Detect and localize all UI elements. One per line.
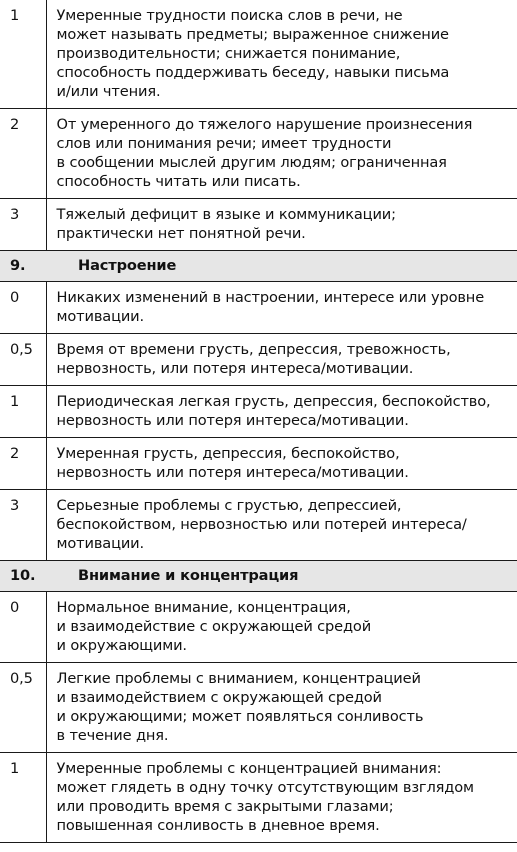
table-row [0,753,517,843]
section-number: 10. [10,567,36,584]
description-line: может называть предметы; выраженное снижение [56,26,449,43]
description-line: или проводить время с закрытыми глазами; [56,798,394,815]
score-cell: 1 [0,0,46,109]
table-row [0,282,517,334]
description-line: производительности; снижается понимание, [56,45,401,62]
description-line: и/или чтения. [56,83,161,100]
description-line: в сообщении мыслей другим людям; ограниченная [56,154,447,171]
description-line: беспокойством, нервозностью или потерей интереса/ [56,516,467,533]
description-cell [46,282,517,334]
score-cell: 0,5 [0,663,46,753]
description-line: слов или понимания речи; имеет трудности [56,135,392,152]
score-cell: 1 [0,753,46,843]
description-line: мотивации. [56,535,145,552]
description-line: Никаких изменений в настроении, интересе или уровне [56,289,485,306]
section-number: 9. [10,257,26,274]
table-row [0,592,517,663]
description-line: способность читать или писать. [56,173,301,190]
description-line: Серьезные проблемы с грустью, депрессией, [56,497,402,514]
table-row [0,663,517,753]
description-cell [46,592,517,663]
description-line: и окружающими; может появляться сонливость [56,708,424,725]
description-cell [46,109,517,199]
score-cell: 2 [0,438,46,490]
description-cell [46,0,517,109]
score-cell: 0 [0,592,46,663]
description-line: Периодическая легкая грусть, депрессия, беспокойство, [56,393,491,410]
description-line: Умеренная грусть, депрессия, беспокойство, [56,445,400,462]
description-cell [46,663,517,753]
description-cell [46,386,517,438]
table-row [0,334,517,386]
description-line: способность поддерживать беседу, навыки письма [56,64,450,81]
description-cell [46,334,517,386]
section-header-row [0,561,517,592]
description-line: и взаимодействие с окружающей средой [56,618,372,635]
table-row [0,199,517,251]
description-line: От умеренного до тяжелого нарушение произнесения [56,116,473,133]
description-line: нервозность или потеря интереса/мотивации. [56,412,409,429]
table-row [0,438,517,490]
description-line: повышенная сонливость в дневное время. [56,817,380,834]
description-line: и окружающими. [56,637,187,654]
table-row [0,490,517,561]
score-cell: 3 [0,490,46,561]
description-line: Нормальное внимание, концентрация, [56,599,351,616]
score-cell: 2 [0,109,46,199]
section-header [0,561,517,592]
description-line: может глядеть в одну точку отсутствующим взглядом [56,779,474,796]
section-header-row [0,251,517,282]
description-line: Время от времени грусть, депрессия, тревожность, [56,341,451,358]
description-line: в течение дня. [56,727,169,744]
description-line: Легкие проблемы с вниманием, концентрацией [56,670,421,687]
description-line: Тяжелый дефицит в языке и коммуникации; [56,206,396,223]
description-line: и взаимодействием с окружающей средой [56,689,382,706]
description-line: Умеренные трудности поиска слов в речи, не [56,7,403,24]
section-title: Внимание и концентрация [78,567,299,584]
description-line: нервозность, или потеря интереса/мотивации. [56,360,414,377]
description-line: практически нет понятной речи. [56,225,306,242]
description-cell [46,438,517,490]
description-line: Умеренные проблемы с концентрацией внимания: [56,760,442,777]
table-row [0,109,517,199]
description-line: мотивации. [56,308,145,325]
table-row [0,386,517,438]
score-cell: 0,5 [0,334,46,386]
score-cell: 3 [0,199,46,251]
score-cell: 0 [0,282,46,334]
description-line: нервозность или потеря интереса/мотивации. [56,464,409,481]
table-row [0,0,517,109]
description-cell [46,490,517,561]
description-cell [46,753,517,843]
section-header [0,251,517,282]
description-cell [46,199,517,251]
score-cell: 1 [0,386,46,438]
section-title: Настроение [78,257,177,274]
